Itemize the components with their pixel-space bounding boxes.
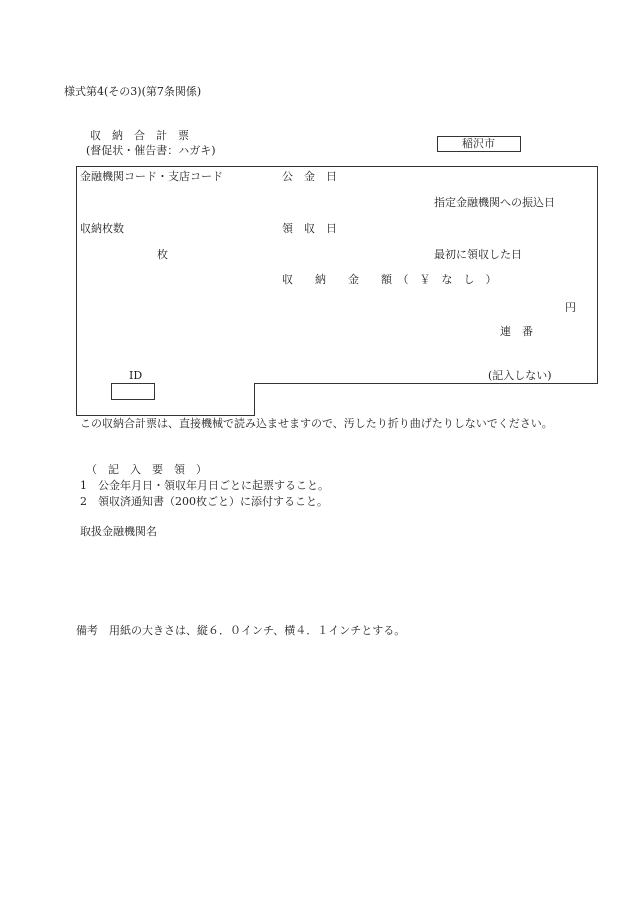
form-number: 様式第4(その3)(第7条関係): [64, 85, 202, 98]
public-date-label: 公 金 日: [282, 170, 337, 183]
amount-label: 収 納 金 額 （ ￥ な し ）: [282, 273, 497, 286]
bank-code-label: 金融機関コード・支店コード: [80, 170, 223, 183]
transfer-date-label: 指定金融機関への振込日: [434, 196, 555, 209]
no-entry-note: (記入しない): [488, 369, 552, 382]
remarks: 備考 用紙の大きさは、縦６．０インチ、横４．１インチとする。: [76, 624, 406, 637]
receipt-count-label: 収納枚数: [80, 222, 124, 235]
id-label: ID: [129, 369, 143, 382]
serial-label: 連 番: [500, 325, 533, 338]
form-title: 収 納 合 計 票: [90, 129, 189, 142]
instruction-item: 1 公金年月日・領収年月日ごとに起票すること。: [80, 479, 329, 492]
machine-read-notice: この収納合計票は、直接機械で読み込ませますので、汚したり折り曲げたりしないでください。: [80, 417, 553, 430]
yen-unit: 円: [565, 301, 576, 314]
handling-bank-label: 取扱金融機関名: [80, 525, 157, 538]
instruction-item: 2 領収済通知書（200枚ごと）に添付すること。: [80, 495, 328, 508]
form-subtitle: (督促状・催告書：ハガキ): [86, 144, 216, 157]
first-receipt-date-label: 最初に領収した日: [434, 248, 522, 261]
sheets-unit: 枚: [157, 248, 168, 261]
id-box: [111, 383, 155, 400]
instructions-heading: （ 記 入 要 領 ）: [86, 463, 207, 476]
city-name: 稲沢市: [462, 137, 495, 150]
receipt-date-label: 領 収 日: [282, 222, 337, 235]
